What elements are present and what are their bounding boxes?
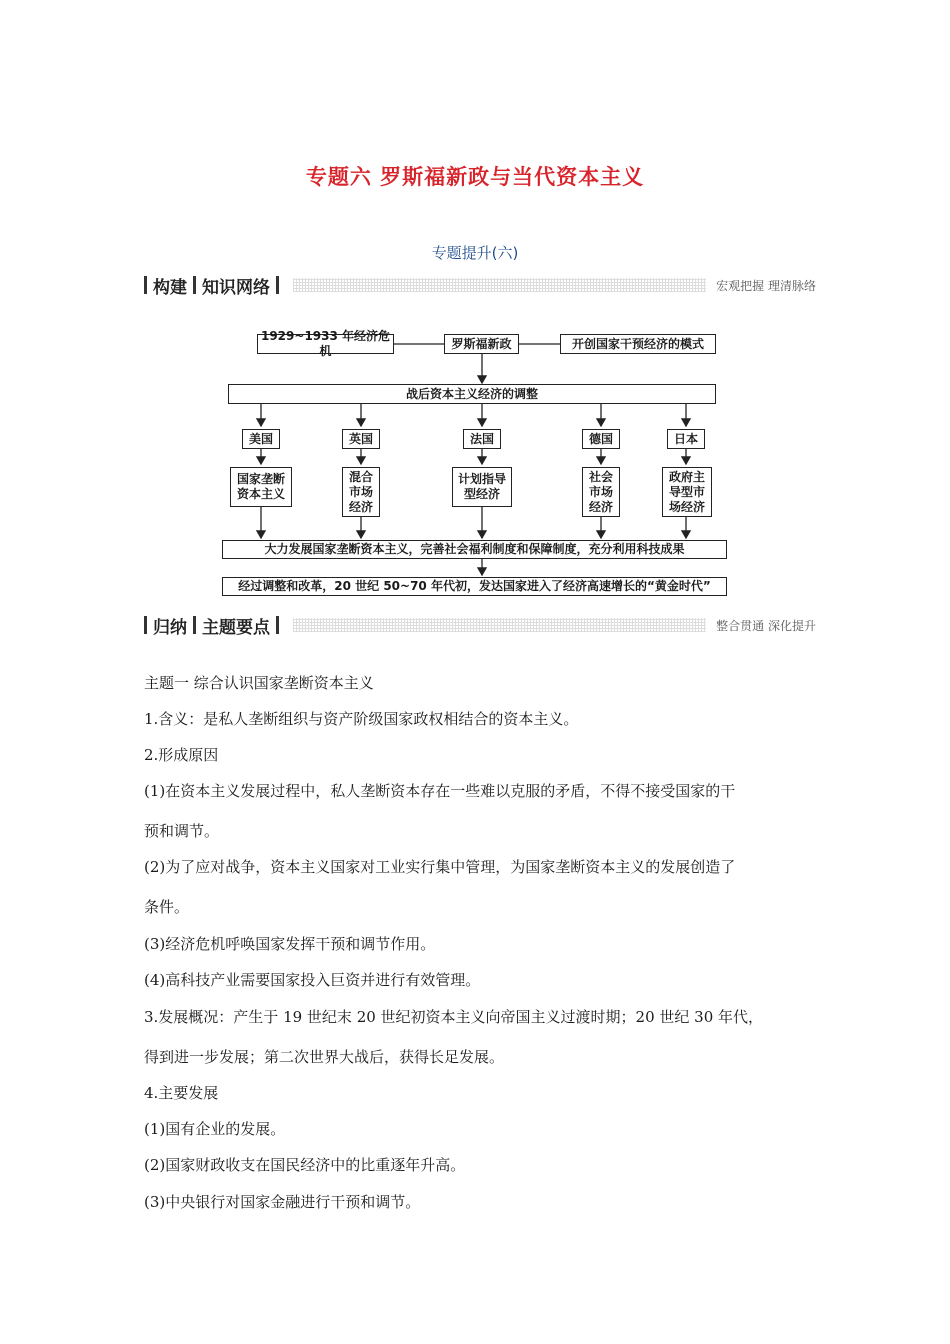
model-box-france: 计划指导型经济 [452,467,512,507]
model-box-germany: 社会市场经济 [582,467,620,517]
topic-heading: 主题一 综合认识国家垄断资本主义 [144,674,374,692]
section-band-summary [144,614,816,636]
page-title: 专题六 罗斯福新政与当代资本主义 [305,165,645,189]
crisis-box: 1929~1933 年经济危机 [257,334,394,354]
diagram-connectors [0,0,950,620]
paragraph-cause-1b: 预和调节。 [144,822,220,840]
model-box-usa: 国家垄断资本主义 [230,467,292,507]
paragraph-cause-4: (4)高科技产业需要国家投入巨资并进行有效管理。 [144,971,481,989]
band-label-a: 构建 [153,277,187,298]
paragraph-main-dev-heading: 4.主要发展 [144,1084,219,1102]
model-box-uk: 混合市场经济 [342,467,380,517]
country-box-japan: 日本 [667,429,705,449]
country-box-france: 法国 [463,429,501,449]
band-label-a: 归纳 [153,617,187,638]
paragraph-definition: 1.含义：是私人垄断组织与资产阶级国家政权相结合的资本主义。 [144,710,579,728]
paragraph-causes-heading: 2.形成原因 [144,746,219,764]
paragraph-cause-1a: (1)在资本主义发展过程中，私人垄断资本存在一些难以克服的矛盾，不得不接受国家的干 [144,782,736,800]
band-label-b: 主题要点 [202,617,270,638]
band-separator-end [276,616,279,634]
paragraph-dev-1: (1)国有企业的发展。 [144,1120,286,1138]
band-label-b: 知识网络 [202,277,270,298]
paragraph-dev-2: (2)国家财政收支在国民经济中的比重逐年升高。 [144,1156,466,1174]
country-box-uk: 英国 [342,429,380,449]
country-box-usa: 美国 [242,429,280,449]
band-right-label: 宏观把握 理清脉络 [716,278,816,293]
band-separator [193,616,196,634]
model-box-japan: 政府主导型市场经济 [662,467,712,517]
postwar-adjustment-box: 战后资本主义经济的调整 [228,384,716,404]
paragraph-cause-3: (3)经济危机呼唤国家发挥干预和调节作用。 [144,935,436,953]
paragraph-overview-b: 得到进一步发展；第二次世界大战后，获得长足发展。 [144,1048,505,1066]
band-right-label: 整合贯通 深化提升 [716,618,816,633]
subtitle: 专题提升(六) [431,244,519,262]
common-measures-box: 大力发展国家垄断资本主义，完善社会福利制度和保障制度，充分利用科技成果 [222,540,727,559]
band-bar-icon [144,616,147,634]
intervention-mode-box: 开创国家干预经济的模式 [560,334,716,354]
new-deal-box: 罗斯福新政 [444,334,519,354]
paragraph-cause-2a: (2)为了应对战争，资本主义国家对工业实行集中管理，为国家垄断资本主义的发展创造了 [144,858,736,876]
golden-age-box: 经过调整和改革，20 世纪 50~70 年代初，发达国家进入了经济高速增长的“黄金时代” [222,577,727,596]
country-box-germany: 德国 [582,429,620,449]
paragraph-dev-3: (3)中央银行对国家金融进行干预和调节。 [144,1193,421,1211]
band-dotted-pattern [293,618,706,632]
paragraph-cause-2b: 条件。 [144,898,190,916]
paragraph-overview-a: 3.发展概况：产生于 19 世纪末 20 世纪初资本主义向帝国主义过渡时期；20 世纪 30 年代， [144,1008,764,1026]
